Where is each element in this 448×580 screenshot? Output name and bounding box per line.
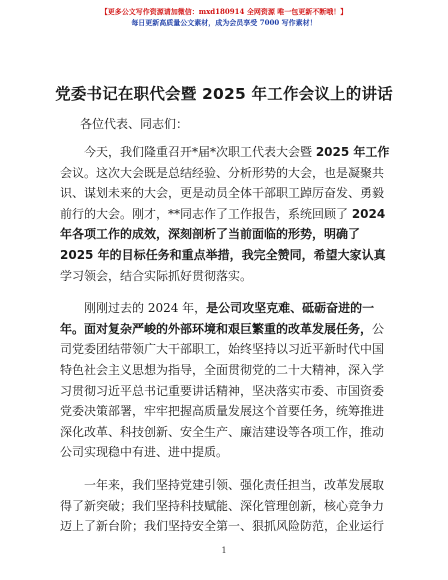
body-text: 会议。这次大会既是总结经验、分析形势的大会，也是凝聚共 bbox=[60, 165, 385, 180]
paragraph-list bbox=[60, 142, 390, 537]
paragraph-line bbox=[60, 516, 390, 537]
paragraph-line bbox=[60, 360, 390, 381]
emphasis-text: 年。面对复杂严峻的外部环境和艰巨繁重的改革发展任务， bbox=[60, 321, 373, 336]
body-text: 识、谋划未来的大会，更是动员全体干部职工踔厉奋发、勇毅 bbox=[60, 186, 385, 201]
paragraph-line bbox=[60, 339, 390, 360]
paragraph-line bbox=[60, 266, 390, 287]
emphasis-text: 2024 bbox=[351, 206, 386, 221]
paragraph-line bbox=[60, 381, 390, 402]
body-text: 特色社会主义思想为指导，全面贯彻党的二十大精神，深入学 bbox=[60, 362, 385, 377]
paragraph-line bbox=[60, 204, 390, 225]
emphasis-text: 2025 年工作 bbox=[315, 145, 390, 159]
paragraph-line bbox=[60, 245, 390, 266]
body-text: 学习领会，结合实际抓好贯彻落实。 bbox=[60, 268, 253, 283]
paragraph-line bbox=[60, 422, 390, 443]
emphasis-text: 年各项工作的成效，深刻剖析了当前面临的形势，明确了 bbox=[60, 227, 361, 242]
body-text: 迈上了新台阶；我们坚持安全第一、狠抓风险防范，企业运行 bbox=[60, 519, 385, 534]
page-number: 1 bbox=[221, 546, 227, 555]
body-text: 司党委团结带领广大干部职工，始终坚持以习近平新时代中国 bbox=[60, 342, 385, 357]
paragraph bbox=[60, 298, 390, 463]
document-body bbox=[60, 114, 390, 549]
promo-banner-line1: 【更多公文写作资源请加微信：mxd180914 全网资源 唯一包更新不断哦！】 bbox=[100, 7, 348, 16]
body-text: 习贯彻习近平总书记重要讲话精神，坚决落实市委、市国资委 bbox=[60, 383, 385, 398]
body-text: 一年来，我们坚持党建引领、强化责任担当，改革发展取 bbox=[84, 477, 385, 492]
paragraph-line bbox=[60, 183, 390, 204]
emphasis-text: 2025 年的目标任务和重点举措，我完全赞同，希望大家认真 bbox=[60, 247, 386, 262]
paragraph-line bbox=[60, 142, 390, 163]
body-text: 得了新突破；我们坚持科技赋能、深化管理创新，核心竞争力 bbox=[60, 498, 385, 513]
body-text: 前行的大会。刚才，**同志作了工作报告，系统回顾了 bbox=[60, 206, 352, 221]
document-title: 党委书记在职代会暨 2025 年工作会议上的讲话 bbox=[55, 85, 393, 103]
body-text: 今天，我们隆重召开*届*次职工代表大会暨 bbox=[84, 145, 316, 159]
body-text: 党委决策部署，牢牢把握高质量发展这个首要任务，统筹推进 bbox=[60, 404, 385, 419]
body-text: 公 bbox=[372, 321, 385, 336]
paragraph-line bbox=[60, 475, 390, 496]
promo-banner-line2: 每日更新高质量公文素材，成为会员享受 7000 写作素材！ bbox=[131, 18, 317, 27]
body-text: 刚刚过去的 2024 年， bbox=[84, 301, 207, 316]
paragraph-line bbox=[60, 442, 390, 463]
paragraph-line bbox=[60, 298, 390, 319]
paragraph bbox=[60, 475, 390, 537]
body-text: 公司实现稳中有进、进中提质。 bbox=[60, 445, 229, 460]
salutation: 各位代表、同志们： bbox=[80, 117, 189, 131]
paragraph bbox=[60, 142, 390, 286]
emphasis-text: 是公司攻坚克难、砥砺奋进的一 bbox=[206, 301, 375, 316]
paragraph-line bbox=[60, 163, 390, 184]
paragraph-line bbox=[60, 224, 390, 245]
body-text: 深化改革、科技创新、安全生产、廉洁建设等各项工作，推动 bbox=[60, 424, 385, 439]
paragraph-line bbox=[60, 401, 390, 422]
paragraph-line bbox=[60, 496, 390, 517]
paragraph-line bbox=[60, 319, 390, 340]
promo-banner bbox=[0, 6, 448, 28]
